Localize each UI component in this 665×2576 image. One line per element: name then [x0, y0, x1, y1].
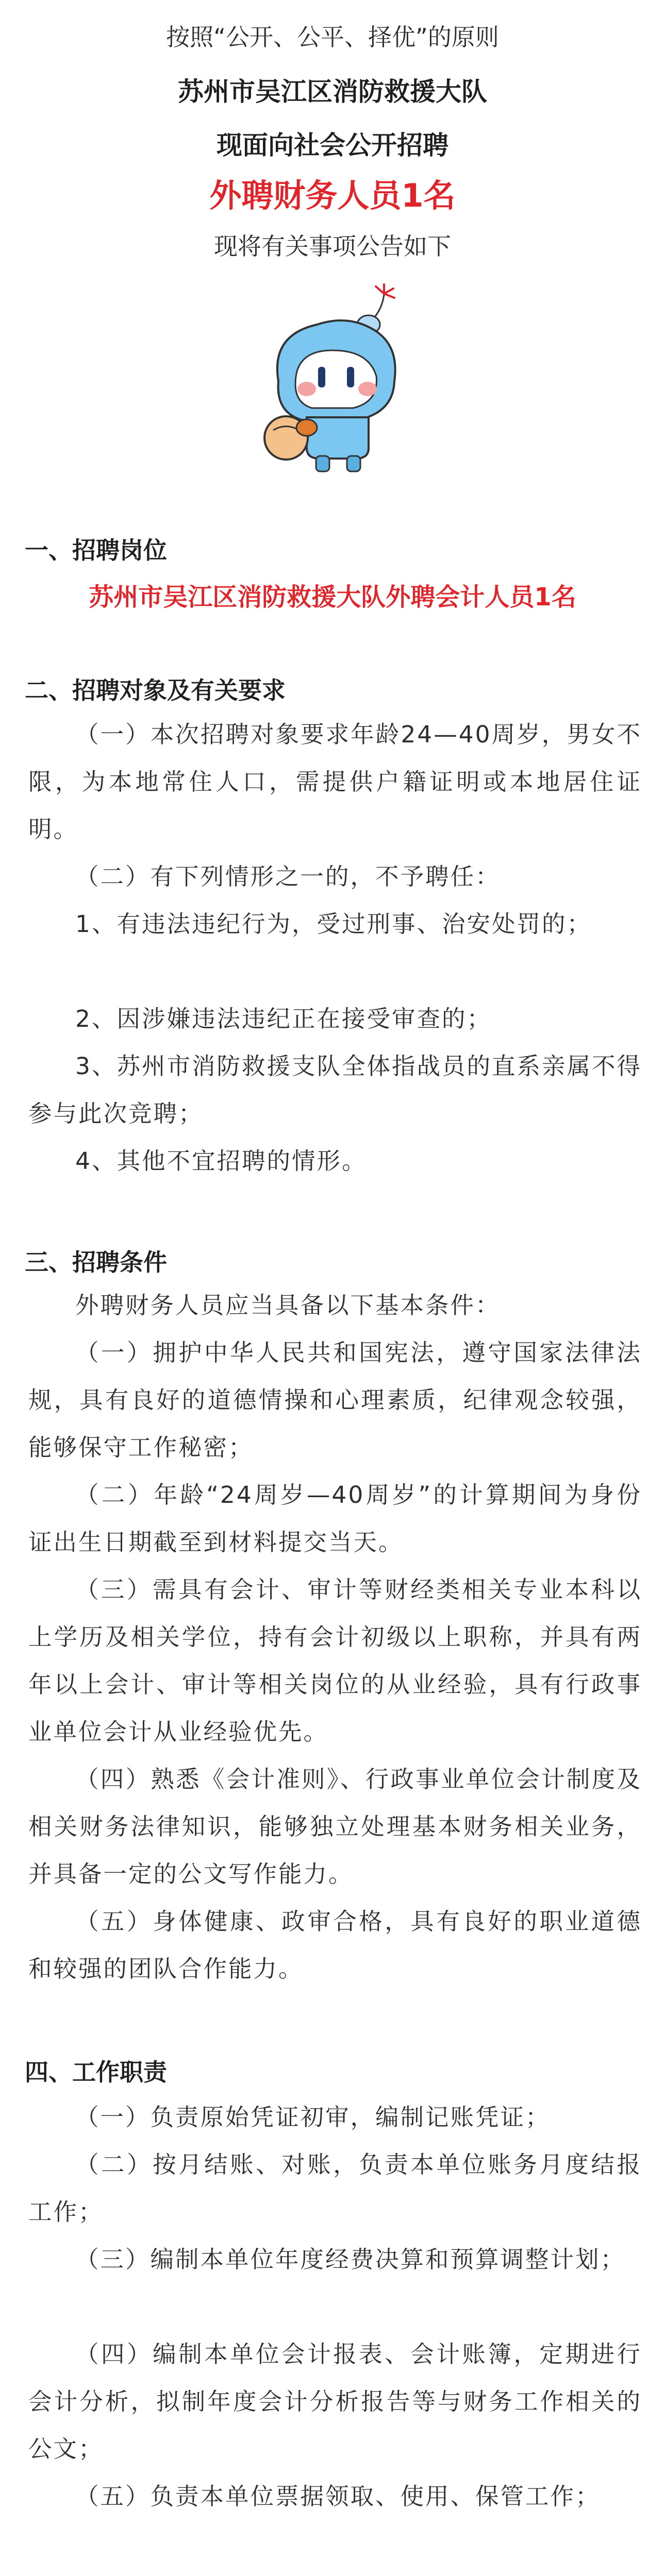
paragraph: （一）本次招聘对象要求年龄24—40周岁，男女不限，为本地常住人口，需提供户籍证明或本地居住证明。 [28, 721, 642, 843]
paragraph: （五）身体健康、政审合格，具有良好的职业道德和较强的团队合作能力。 [28, 1908, 642, 1982]
intro-recruit-notice: 现面向社会公开招聘 [217, 130, 448, 160]
paragraph: 3、苏州市消防救援支队全体指战员的直系亲属不得参与此次竞聘； [28, 1053, 642, 1127]
section-title-duties: 四、工作职责 [25, 2058, 167, 2086]
paragraph: （二）按月结账、对账，负责本单位账务月度结报工作； [28, 2151, 642, 2226]
paragraph: 1、有违法违纪行为，受过刑事、治安处罚的； [75, 910, 592, 938]
section-title-position: 一、招聘岗位 [25, 536, 167, 564]
firefighter-mascot-icon [229, 273, 436, 479]
paragraph [28, 2568, 642, 2576]
paragraph: （四）编制本单位会计报表、会计账簿，定期进行会计分析，拟制年度会计分析报告等与财务工作相关的公文； [28, 2341, 642, 2463]
paragraph: 外聘财务人员应当具备以下基本条件： [75, 1292, 501, 1319]
paragraph: （四）熟悉《会计准则》、行政事业单位会计制度及相关财务法律知识，能够独立处理基本财务相关业务，并具备一定的公文写作能力。 [28, 1766, 642, 1888]
paragraph: （三）编制本单位年度经费决算和预算调整计划； [75, 2246, 626, 2273]
intro-position-headline: 外聘财务人员1名 [209, 177, 456, 214]
paragraph: （二）有下列情形之一的，不予聘任： [75, 863, 501, 890]
paragraph: 2、因涉嫌违法违纪正在接受审查的； [75, 1005, 492, 1032]
intro-principle: 按照“公开、公平、择优”的原则 [166, 23, 499, 51]
paragraph: （三）需具有会计、审计等财经类相关专业本科以上学历及相关学位，持有会计初级以上职称，并具有两年以上会计、审计等相关岗位的从业经验，具有行政事业单位会计从业经验优先。 [28, 1576, 642, 1745]
paragraph: 4、其他不宜招聘的情形。 [75, 1147, 367, 1175]
intro-organization: 苏州市吴江区消防救援大队 [178, 77, 487, 107]
intro-announcement: 现将有关事项公告如下 [214, 232, 451, 260]
job-title: 苏州市吴江区消防救援大队外聘会计人员1名 [89, 583, 576, 612]
paragraph: （一）负责原始凭证初审，编制记账凭证； [75, 2104, 551, 2131]
paragraph: （一）拥护中华人民共和国宪法，遵守国家法律法规，具有良好的道德情操和心理素质，纪律观念较强，能够保守工作秘密； [28, 1339, 642, 1461]
section-title-conditions: 三、招聘条件 [25, 1248, 167, 1276]
section-title-requirements: 二、招聘对象及有关要求 [25, 676, 286, 704]
paragraph: （五）负责本单位票据领取、使用、保管工作； [75, 2483, 601, 2510]
paragraph: （二）年龄“24周岁—40周岁”的计算期间为身份证出生日期截至到材料提交当天。 [28, 1481, 642, 1556]
